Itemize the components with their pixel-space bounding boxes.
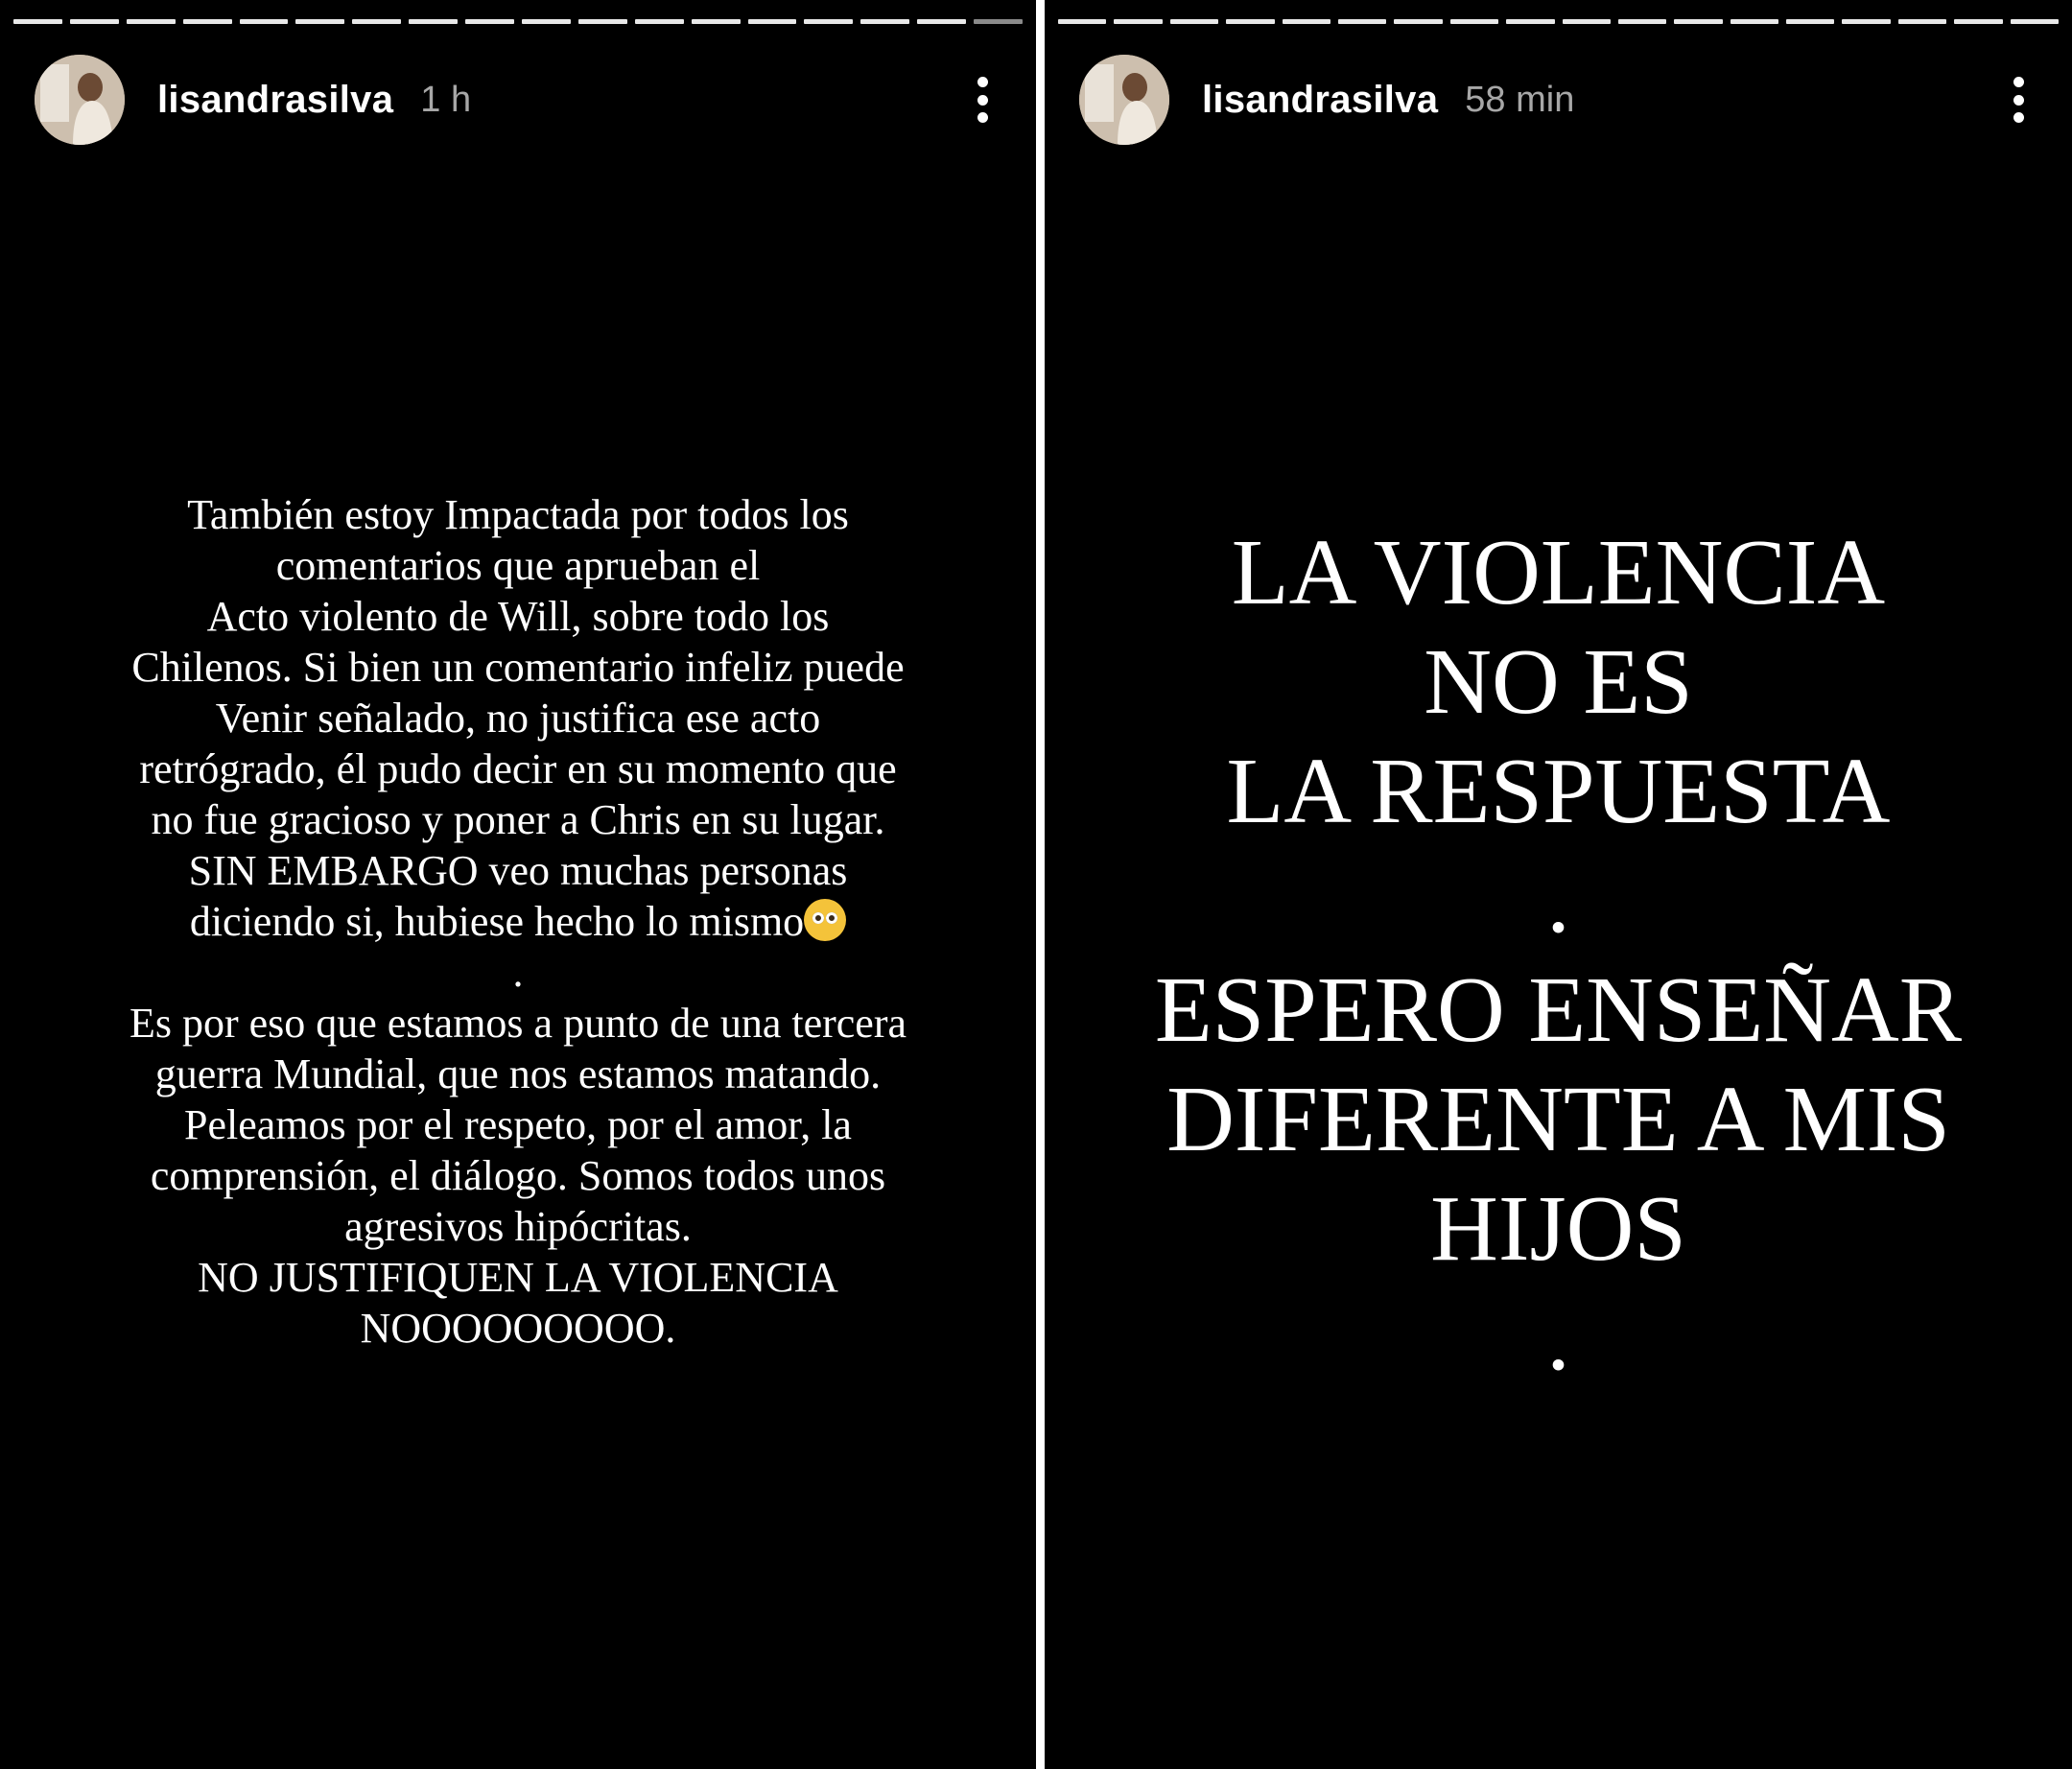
story-text-line-content: NOOOOOOOOO. xyxy=(360,1305,676,1352)
progress-segment xyxy=(1114,19,1162,24)
progress-segment xyxy=(1954,19,2002,24)
story-text-line-content: HIJOS xyxy=(1430,1177,1686,1281)
story-text-line-content: retrógrado, él pudo decir en su momento que xyxy=(139,745,897,792)
progress-segment xyxy=(70,19,119,24)
story-text-line-content: LA VIOLENCIA xyxy=(1231,521,1886,625)
story-text-line xyxy=(58,743,978,794)
progress-segment xyxy=(352,19,401,24)
story-progress-bar xyxy=(13,19,1023,24)
story-text-line-content: comentarios que aprueban el xyxy=(275,542,761,589)
story-text-line xyxy=(58,998,978,1049)
story-text-line-content: LA RESPUESTA xyxy=(1226,740,1891,843)
progress-segment xyxy=(13,19,62,24)
username[interactable]: lisandrasilva xyxy=(157,78,394,121)
story-text-line xyxy=(1064,627,2053,737)
story-text-line xyxy=(1064,846,2053,955)
story-timestamp: 58 min xyxy=(1465,79,1575,120)
progress-segment xyxy=(465,19,514,24)
story-text-line-content: DIFERENTE A MIS xyxy=(1166,1068,1950,1171)
progress-segment xyxy=(1283,19,1330,24)
story-text-line-content: . xyxy=(1546,1286,1570,1390)
story-text-line xyxy=(1064,955,2053,1065)
story-text xyxy=(58,489,978,1354)
story-text-line xyxy=(58,947,978,998)
progress-segment xyxy=(1226,19,1274,24)
story-text-line-content: . xyxy=(512,949,524,996)
progress-segment xyxy=(1618,19,1666,24)
story-header xyxy=(1079,54,2037,146)
story-text-line-content: NO JUSTIFIQUEN LA VIOLENCIA xyxy=(198,1254,838,1301)
profile-avatar[interactable] xyxy=(1079,55,1169,145)
story-text-line-content: Es por eso que estamos a punto de una tercera xyxy=(129,1000,907,1047)
story-text-line xyxy=(58,794,978,845)
story-text-line xyxy=(58,896,978,947)
story-text-line xyxy=(58,489,978,540)
more-options-icon[interactable] xyxy=(963,71,1001,129)
story-text-line-content: Acto violento de Will, sobre todo los xyxy=(206,593,830,640)
story-text-line xyxy=(1064,1284,2053,1393)
more-options-icon[interactable] xyxy=(1999,71,2037,129)
story-text-line xyxy=(58,845,978,896)
progress-segment xyxy=(295,19,344,24)
story-timestamp: 1 h xyxy=(420,79,472,120)
progress-segment xyxy=(917,19,966,24)
story-text-line xyxy=(1064,737,2053,846)
story-text-line-content: SIN EMBARGO veo muchas personas xyxy=(188,847,848,894)
story-text-line-content: Venir señalado, no justifica ese acto xyxy=(215,695,821,742)
story-text xyxy=(1064,518,2053,1393)
progress-segment xyxy=(1450,19,1498,24)
pleading-face-emoji-icon xyxy=(804,899,846,941)
story-text-line-content: Chilenos. Si bien un comentario infeliz puede xyxy=(131,644,905,691)
story-text-line-content: ESPERO ENSEÑAR xyxy=(1154,958,1963,1062)
progress-segment xyxy=(1786,19,1834,24)
story-text-line xyxy=(58,1049,978,1099)
story-text-line-content: Peleamos por el respeto, por el amor, la xyxy=(184,1101,852,1148)
progress-segment xyxy=(240,19,289,24)
progress-segment xyxy=(635,19,684,24)
progress-segment xyxy=(692,19,741,24)
progress-segment xyxy=(1898,19,1946,24)
story-progress-bar xyxy=(1058,19,2059,24)
progress-segment xyxy=(183,19,232,24)
progress-segment xyxy=(748,19,797,24)
progress-segment xyxy=(578,19,627,24)
story-text-line xyxy=(58,540,978,591)
username[interactable]: lisandrasilva xyxy=(1202,78,1439,121)
story-text-line xyxy=(58,1099,978,1150)
progress-segment xyxy=(2011,19,2059,24)
story-text-line xyxy=(1064,518,2053,627)
story-text-line-content: . xyxy=(1546,849,1570,953)
progress-segment xyxy=(860,19,909,24)
story-text-line xyxy=(58,1252,978,1303)
profile-avatar[interactable] xyxy=(35,55,125,145)
story-text-line xyxy=(1064,1065,2053,1174)
story-text-line xyxy=(58,642,978,693)
progress-segment xyxy=(409,19,458,24)
story-text-line-content: no fue gracioso y poner a Chris en su lugar. xyxy=(151,796,885,843)
progress-segment xyxy=(1170,19,1218,24)
progress-segment xyxy=(1506,19,1554,24)
story-text-line-content: comprensión, el diálogo. Somos todos unos xyxy=(150,1152,886,1199)
progress-segment xyxy=(1394,19,1442,24)
story-text-line xyxy=(58,591,978,642)
progress-segment xyxy=(1674,19,1722,24)
story-text-line-content: diciendo si, hubiese hecho lo mismo xyxy=(189,898,805,945)
progress-segment xyxy=(804,19,853,24)
story-header xyxy=(35,54,1001,146)
story-text-line xyxy=(1064,1174,2053,1284)
progress-segment xyxy=(1338,19,1386,24)
story-text-line xyxy=(58,693,978,743)
progress-segment xyxy=(974,19,1023,24)
story-text-line-content: También estoy Impactada por todos los xyxy=(187,491,849,538)
story-text-line-content: NO ES xyxy=(1424,630,1693,734)
story-panel-right[interactable] xyxy=(1045,0,2072,1769)
story-text-line xyxy=(58,1303,978,1354)
progress-segment xyxy=(522,19,571,24)
progress-segment xyxy=(1563,19,1611,24)
progress-segment xyxy=(1731,19,1778,24)
story-text-line-content: agresivos hipócritas. xyxy=(344,1203,692,1250)
progress-segment xyxy=(127,19,176,24)
story-text-line-content: guerra Mundial, que nos estamos matando. xyxy=(154,1050,882,1097)
progress-segment xyxy=(1058,19,1106,24)
story-text-line xyxy=(58,1150,978,1201)
story-text-line xyxy=(58,1201,978,1252)
progress-segment xyxy=(1842,19,1890,24)
